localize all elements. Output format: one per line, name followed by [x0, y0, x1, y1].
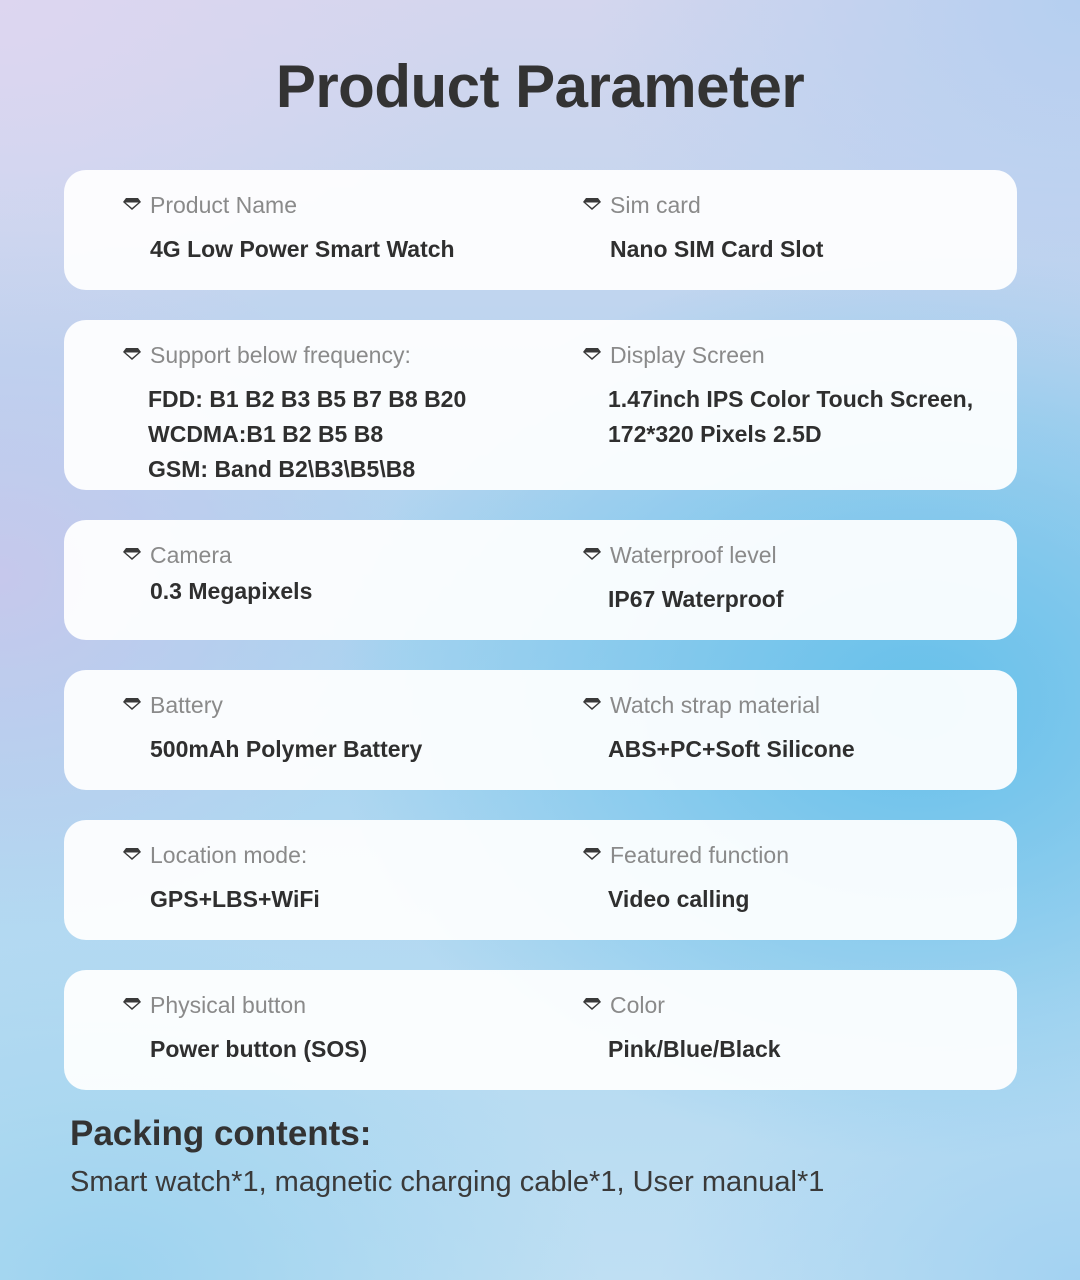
- spec-value: Nano SIM Card Slot: [610, 236, 824, 262]
- diamond-gem-icon: [122, 547, 142, 561]
- spec-card-button-color: [64, 970, 1017, 1090]
- spec-value: FDD: B1 B2 B3 B5 B7 B8 B20 WCDMA:B1 B2 B5 B8 GSM: Band B2\B3\B5\B8: [148, 386, 467, 482]
- spec-card-product-name-sim: [64, 170, 1017, 290]
- spec-card-camera-waterproof: [64, 520, 1017, 640]
- spec-item-waterproof-level: [582, 542, 784, 617]
- spec-label: Color: [610, 991, 665, 1018]
- spec-item-camera: [122, 542, 312, 609]
- spec-value: GPS+LBS+WiFi: [150, 886, 320, 912]
- spec-label: Featured function: [610, 841, 790, 868]
- diamond-gem-icon: [122, 697, 142, 711]
- spec-item-frequency: [122, 342, 466, 487]
- diamond-gem-icon: [582, 847, 602, 861]
- spec-value: 4G Low Power Smart Watch: [150, 236, 455, 262]
- page-title: Product Parameter: [275, 53, 805, 120]
- spec-item-sim-card: [582, 192, 823, 267]
- spec-label: Product Name: [150, 191, 298, 218]
- spec-value: ABS+PC+Soft Silicone: [608, 736, 855, 762]
- spec-value: IP67 Waterproof: [608, 586, 784, 612]
- spec-item-strap-material: [582, 692, 855, 767]
- diamond-gem-icon: [582, 197, 602, 211]
- spec-item-product-name: [122, 192, 455, 267]
- spec-value: 500mAh Polymer Battery: [150, 736, 423, 762]
- spec-item-color: [582, 992, 781, 1067]
- spec-item-display-screen: [582, 342, 973, 452]
- spec-label: Display Screen: [610, 341, 765, 368]
- diamond-gem-icon: [582, 547, 602, 561]
- diamond-gem-icon: [122, 847, 142, 861]
- spec-label: Camera: [150, 541, 232, 568]
- spec-label: Watch strap material: [610, 691, 821, 718]
- diamond-gem-icon: [122, 347, 142, 361]
- spec-value: 1.47inch IPS Color Touch Screen, 172*320 Pixels 2.5D: [608, 386, 974, 447]
- spec-item-battery: [122, 692, 422, 767]
- spec-item-location-mode: [122, 842, 320, 917]
- spec-item-featured-function: [582, 842, 789, 917]
- packing-contents-text: Smart watch*1, magnetic charging cable*1, User manual*1: [70, 1166, 825, 1198]
- spec-label: Waterproof level: [610, 541, 777, 568]
- spec-card-frequency-display: [64, 320, 1017, 490]
- packing-heading: Packing contents:: [70, 1114, 372, 1153]
- diamond-gem-icon: [582, 347, 602, 361]
- spec-value: Video calling: [608, 886, 750, 912]
- spec-value: Power button (SOS): [150, 1036, 368, 1062]
- spec-item-physical-button: [122, 992, 367, 1067]
- spec-card-location-feature: [64, 820, 1017, 940]
- spec-label: Sim card: [610, 191, 701, 218]
- spec-value: Pink/Blue/Black: [608, 1036, 781, 1062]
- diamond-gem-icon: [122, 997, 142, 1011]
- diamond-gem-icon: [122, 197, 142, 211]
- spec-label: Support below frequency:: [150, 341, 411, 368]
- diamond-gem-icon: [582, 697, 602, 711]
- diamond-gem-icon: [582, 997, 602, 1011]
- spec-label: Battery: [150, 691, 223, 718]
- spec-value: 0.3 Megapixels: [150, 578, 313, 604]
- spec-label: Physical button: [150, 991, 306, 1018]
- spec-label: Location mode:: [150, 841, 308, 868]
- spec-card-battery-strap: [64, 670, 1017, 790]
